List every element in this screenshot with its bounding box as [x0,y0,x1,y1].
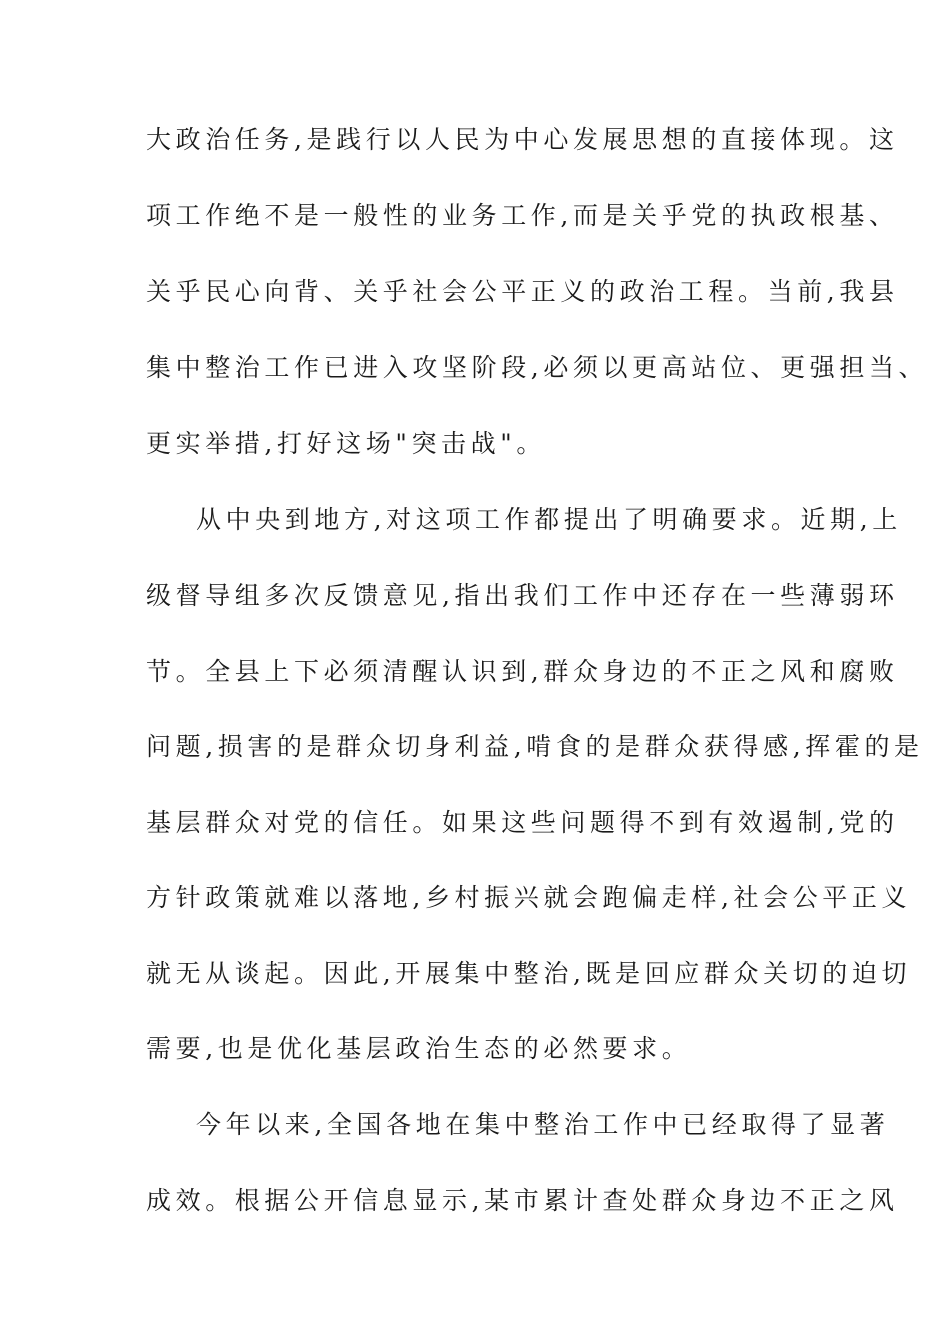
text-line: 集中整治工作已进入攻坚阶段,必须以更高站位、更强担当、 [146,353,929,382]
text-line: 方针政策就难以落地,乡村振兴就会跑偏走样,社会公平正义 [146,883,912,912]
text-line: 成效。根据公开信息显示,某市累计查处群众身边不正之风 [146,1186,899,1215]
text-line: 需要,也是优化基层政治生态的必然要求。 [146,1034,692,1063]
text-line: 问题,损害的是群众切身利益,啃食的是群众获得感,挥霍的是 [146,732,924,761]
text-line: 大政治任务,是践行以人民为中心发展思想的直接体现。这 [146,125,899,154]
text-line: 就无从谈起。因此,开展集中整治,既是回应群众关切的迫切 [146,959,912,988]
text-line: 从中央到地方,对这项工作都提出了明确要求。近期,上 [196,505,902,534]
text-line: 基层群众对党的信任。如果这些问题得不到有效遏制,党的 [146,808,899,837]
text-line: 项工作绝不是一般性的业务工作,而是关乎党的执政根基、 [146,201,899,230]
text-line: 级督导组多次反馈意见,指出我们工作中还存在一些薄弱环 [146,581,899,610]
text-line: 今年以来,全国各地在集中整治工作中已经取得了显著 [196,1110,890,1139]
text-line: 节。全县上下必须清醒认识到,群众身边的不正之风和腐败 [146,657,899,686]
text-line: 关乎民心向背、关乎社会公平正义的政治工程。当前,我县 [146,277,899,306]
text-line: 更实举措,打好这场"突击战"。 [146,429,546,458]
